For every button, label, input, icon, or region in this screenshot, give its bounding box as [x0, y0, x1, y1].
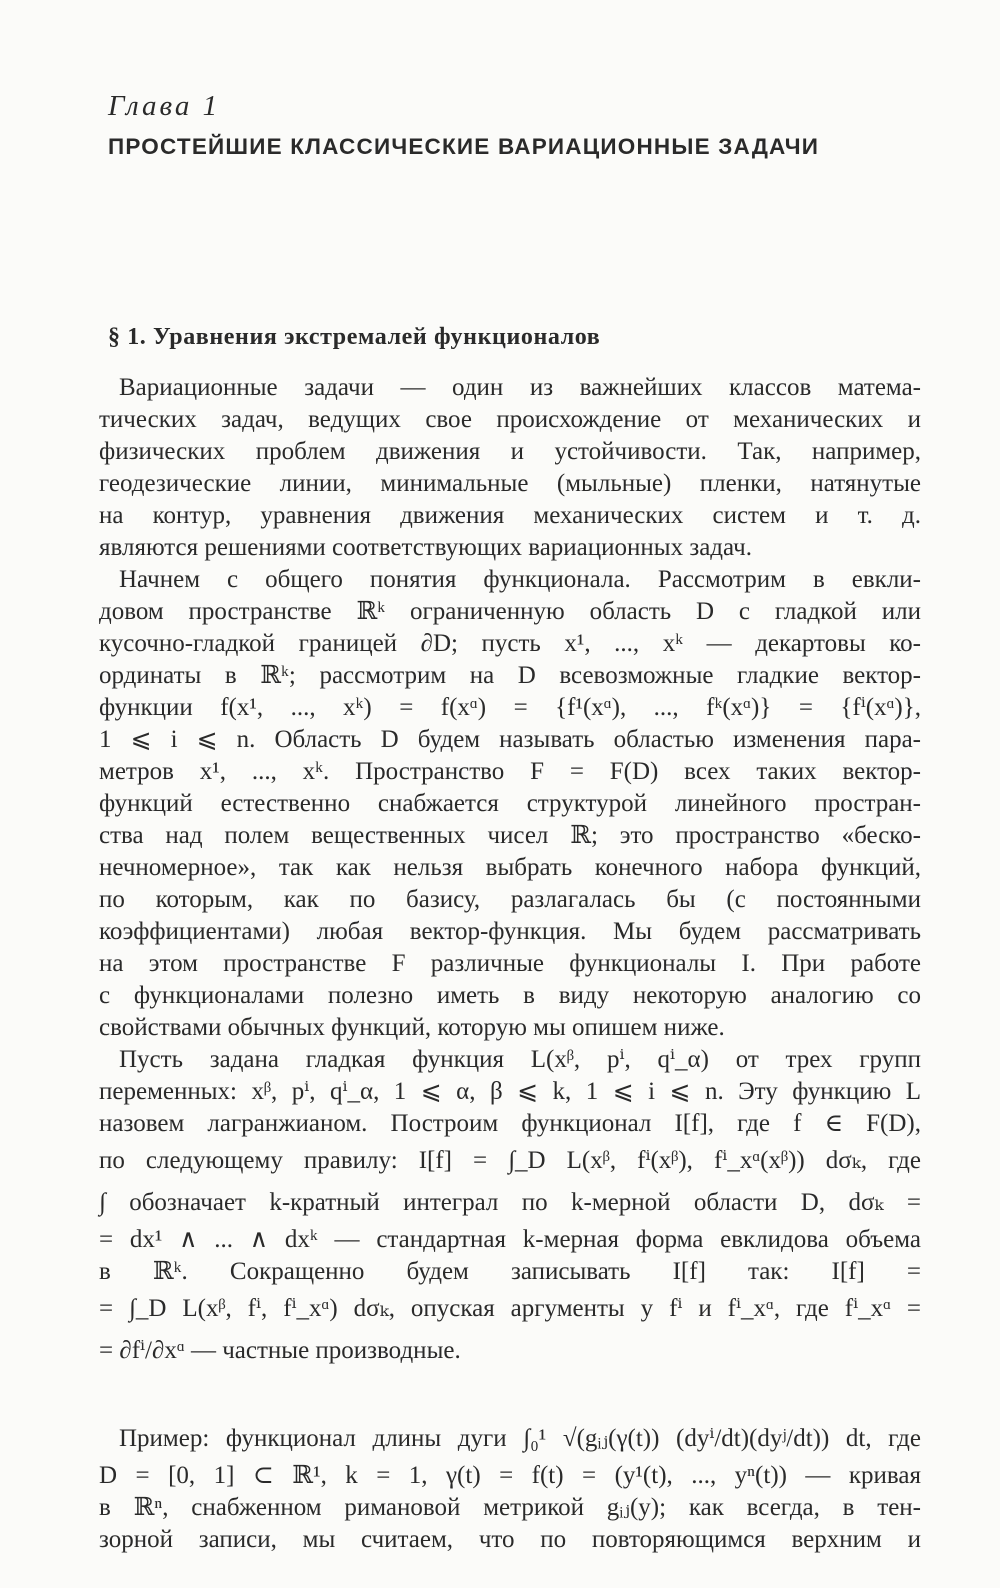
text-line: тических задач, ведущих свое происхождение от механических и: [99, 406, 921, 433]
text-line: по следующему правилу: I[f] = ∫_D L(xᵝ, fⁱ(xᵝ), fⁱ_xᵅ(xᵝ)) dσₖ, где: [99, 1147, 921, 1174]
text-line: ∫ обозначает k-кратный интеграл по k-мерной области D, dσₖ =: [99, 1189, 921, 1216]
text-line: геодезические линии, минимальные (мыльные) пленки, натянутые: [99, 470, 921, 497]
text-line: = ∫_D L(xᵝ, fⁱ, fⁱ_xᵅ) dσₖ, опуская аргументы у fⁱ и fⁱ_xᵅ, где fⁱ_xᵅ =: [99, 1295, 921, 1322]
text-line: D = [0, 1] ⊂ ℝ¹, k = 1, γ(t) = f(t) = (y¹(t), ..., yⁿ(t)) — кривая: [99, 1462, 921, 1489]
text-line: с функционалами полезно иметь в виду некоторую аналогию со: [99, 982, 921, 1009]
text-line: Начнем с общего понятия функционала. Рассмотрим в евкли-: [119, 566, 921, 593]
text-line: функций естественно снабжается структурой линейного простран-: [99, 790, 921, 817]
text-line: являются решениями соответствующих вариационных задач.: [99, 534, 752, 561]
body-text: [99, 372, 921, 1556]
text-line: Пусть задана гладкая функция L(xᵝ, pⁱ, qⁱ_α) от трех групп: [119, 1046, 921, 1073]
text-line: свойствами обычных функций, которую мы опишем ниже.: [99, 1014, 725, 1041]
paragraph-example: [99, 1418, 921, 1556]
text-line: ства над полем вещественных чисел ℝ; это пространство «беско-: [99, 822, 921, 849]
text-line: физических проблем движения и устойчивости. Так, например,: [99, 438, 921, 465]
text-line: зорной записи, мы считаем, что по повторяющимся верхним и: [99, 1526, 921, 1553]
chapter-label: Глава 1: [108, 90, 221, 122]
text-line: по которым, как по базису, разлагалась бы (с постоянными: [99, 886, 921, 913]
paragraph-intro: [99, 372, 921, 564]
text-line: на контур, уравнения движения механических систем и т. д.: [99, 502, 921, 529]
text-line: в ℝⁿ, снабженном римановой метрикой gᵢⱼ(y); как всегда, в тен-: [99, 1494, 921, 1521]
text-line: коэффициентами) любая вектор-функция. Мы будем рассматривать: [99, 918, 921, 945]
section-heading: § 1. Уравнения экстремалей функционалов: [108, 324, 601, 350]
text-line: на этом пространстве F различные функционалы I. При работе: [99, 950, 921, 977]
text-line: в ℝᵏ. Сокращенно будем записывать I[f] так: I[f] =: [99, 1258, 921, 1285]
text-line: переменных: xᵝ, pⁱ, qⁱ_α, 1 ⩽ α, β ⩽ k, 1 ⩽ i ⩽ n. Эту функцию L: [99, 1078, 921, 1105]
text-line: метров x¹, ..., xᵏ. Пространство F = F(D) всех таких вектор-: [99, 758, 921, 785]
text-line: ординаты в ℝᵏ; рассмотрим на D всевозможные гладкие вектор-: [99, 662, 921, 689]
text-line: довом пространстве ℝᵏ ограниченную область D с гладкой или: [99, 598, 921, 625]
chapter-title: ПРОСТЕЙШИЕ КЛАССИЧЕСКИЕ ВАРИАЦИОННЫЕ ЗАДАЧИ: [108, 134, 820, 159]
text-line: назовем лагранжианом. Построим функционал I[f], где f ∈ F(D),: [99, 1110, 921, 1137]
text-line: 1 ⩽ i ⩽ n. Область D будем называть областью изменения пара-: [99, 726, 921, 753]
text-line: = dx¹ ∧ ... ∧ dxᵏ — стандартная k-мерная форма евклидова объема: [99, 1226, 921, 1253]
text-line: кусочно-гладкой границей ∂D; пусть x¹, ..., xᵏ — декартовы ко-: [99, 630, 921, 657]
text-line: функции f(x¹, ..., xᵏ) = f(xᵅ) = {f¹(xᵅ), ..., fᵏ(xᵅ)} = {fⁱ(xᵅ)},: [99, 694, 921, 721]
paragraph-functional-definition: [99, 564, 921, 1044]
text-line: = ∂fⁱ/∂xᵅ — частные производные.: [99, 1337, 461, 1364]
text-line: Пример: функционал длины дуги ∫₀¹ √(gᵢⱼ(γ(t)) (dyⁱ/dt)(dyʲ/dt)) dt, где: [119, 1425, 921, 1452]
text-line: нечномерное», так как нельзя выбрать конечного набора функций,: [99, 854, 921, 881]
paragraph-lagrangian: [99, 1044, 921, 1372]
text-line: Вариационные задачи — один из важнейших классов матема-: [119, 374, 921, 401]
